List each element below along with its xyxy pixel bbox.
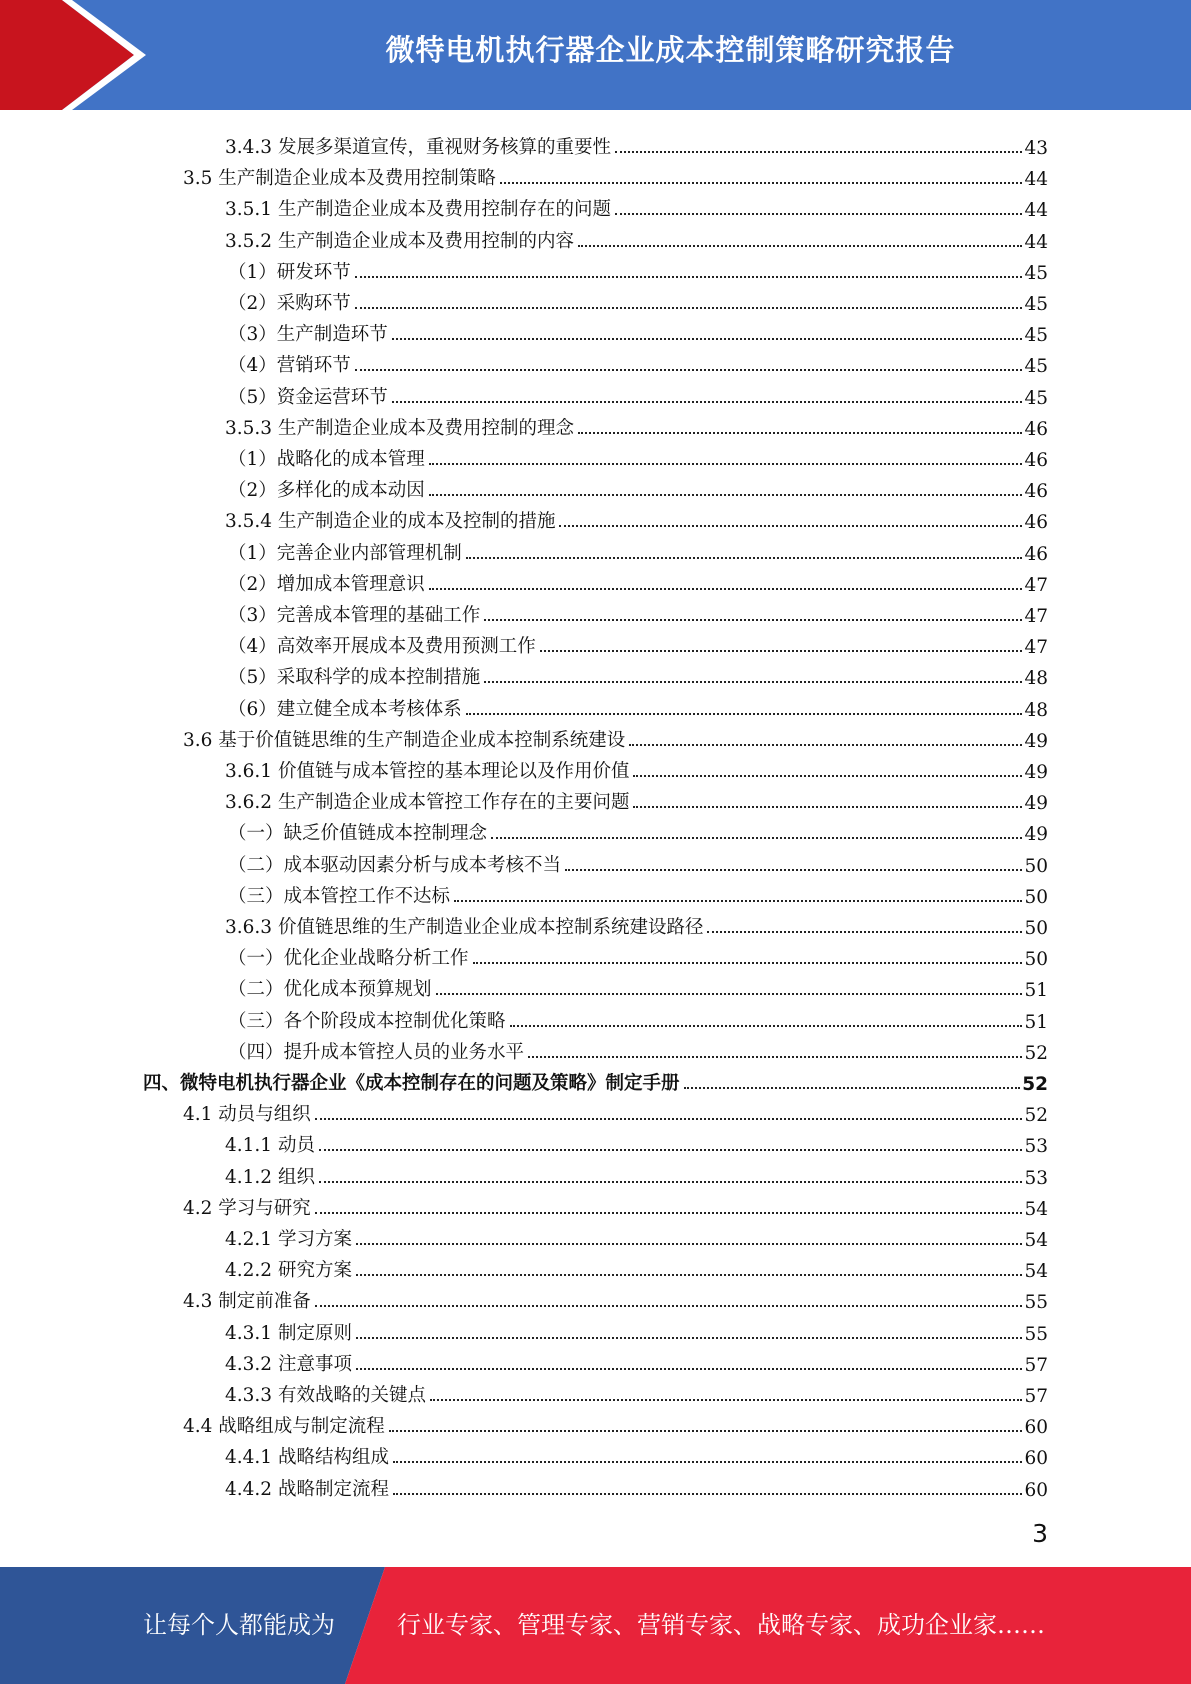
toc-dot-leader [540, 650, 1023, 652]
toc-entry-label: 4.3.1 制定原则 [225, 1322, 352, 1344]
toc-entry-page: 52 [1024, 1042, 1048, 1064]
toc-entry[interactable] [225, 1470, 1048, 1501]
toc-entry-label: （2）多样化的成本动因 [228, 480, 425, 502]
toc-entry-page: 57 [1024, 1354, 1048, 1376]
toc-entry-page: 48 [1024, 668, 1048, 690]
toc-entry[interactable] [225, 1438, 1048, 1469]
toc-entry-page: 52 [1024, 1105, 1048, 1127]
toc-entry-label: 3.5.1 生产制造企业成本及费用控制存在的问题 [225, 199, 611, 221]
toc-entry[interactable] [225, 1220, 1048, 1251]
toc-dot-leader [393, 1493, 1022, 1495]
toc-entry-label: 3.5.3 生产制造企业成本及费用控制的理念 [225, 417, 574, 439]
toc-entry-label: 4.3 制定前准备 [183, 1291, 311, 1313]
toc-dot-leader [629, 744, 1022, 746]
toc-entry-label: （一）缺乏价值链成本控制理念 [228, 823, 488, 845]
toc-entry-page: 50 [1024, 918, 1048, 939]
toc-entry-page: 55 [1024, 1323, 1048, 1345]
toc-entry-label: 4.4 战略组成与制定流程 [183, 1416, 385, 1438]
toc-dot-leader [466, 557, 1023, 559]
toc-entry[interactable] [225, 1376, 1048, 1407]
toc-entry[interactable] [225, 1158, 1048, 1189]
page-number: 3 [1032, 1519, 1048, 1548]
toc-entry[interactable] [183, 1407, 1048, 1438]
toc-entry-page: 48 [1024, 699, 1048, 721]
toc-entry-page: 47 [1024, 574, 1048, 596]
toc-dot-leader [429, 494, 1023, 496]
toc-entry-label: 4.3.3 有效战略的关键点 [225, 1385, 426, 1406]
toc-entry-label: （4）营销环节 [228, 355, 351, 377]
toc-entry[interactable] [228, 1002, 1048, 1033]
toc-entry-page: 55 [1024, 1292, 1048, 1314]
toc-entry-label: 3.4.3 发展多渠道宣传，重视财务核算的重要性 [225, 137, 611, 158]
toc-entry-label: （二）成本驱动因素分析与成本考核不当 [228, 854, 562, 876]
toc-entry[interactable] [225, 1251, 1048, 1282]
toc-entry[interactable] [183, 1189, 1048, 1220]
toc-entry-label: 3.5.2 生产制造企业成本及费用控制的内容 [225, 230, 574, 252]
toc-entry-page: 50 [1024, 886, 1048, 908]
toc-entry-label: （2）采购环节 [228, 293, 351, 314]
toc-entry-page: 60 [1024, 1448, 1048, 1470]
toc-entry-label: 4.3.2 注意事项 [225, 1353, 352, 1375]
toc-entry-label: 四、微特电机执行器企业《成本控制存在的问题及策略》制定手册 [143, 1073, 680, 1094]
toc-entry-label: （1）战略化的成本管理 [228, 449, 425, 470]
toc-dot-leader [356, 1274, 1023, 1276]
toc-entry-label: 4.1.2 组织 [225, 1166, 315, 1188]
toc-entry[interactable] [228, 939, 1048, 970]
toc-dot-leader [356, 1337, 1023, 1339]
toc-entry-label: 3.6 基于价值链思维的生产制造企业成本控制系统建设 [183, 729, 626, 751]
toc-entry[interactable] [225, 190, 1048, 221]
toc-entry-page: 60 [1024, 1417, 1048, 1439]
toc-entry-page: 49 [1024, 730, 1048, 752]
toc-dot-leader [466, 713, 1023, 715]
toc-entry-page: 44 [1024, 169, 1048, 191]
toc-dot-leader [319, 1149, 1023, 1151]
report-title: 微特电机执行器企业成本控制策略研究报告 [385, 33, 956, 67]
toc-dot-leader [392, 338, 1023, 340]
toc-entry-page: 60 [1024, 1479, 1048, 1501]
toc-entry-page: 54 [1024, 1261, 1048, 1283]
toc-entry[interactable] [228, 315, 1048, 346]
toc-entry[interactable] [225, 1345, 1048, 1376]
toc-entry-label: （三）各个阶段成本控制优化策略 [228, 1010, 506, 1032]
toc-entry[interactable] [228, 846, 1048, 877]
toc-entry[interactable] [225, 752, 1048, 783]
toc-entry-label: （4）高效率开展成本及费用预测工作 [228, 636, 536, 658]
toc-entry-label: 3.6.3 价值链思维的生产制造业企业成本控制系统建设路径 [225, 917, 704, 938]
toc-entry[interactable] [225, 409, 1048, 440]
toc-dot-leader [430, 1399, 1022, 1401]
toc-entry-page: 45 [1024, 294, 1048, 315]
toc-dot-leader [389, 1430, 1023, 1432]
toc-dot-leader [615, 213, 1022, 215]
footer-slogan-left: 让每个人都能成为 [143, 1611, 335, 1639]
page-footer [0, 1567, 1191, 1684]
toc-entry[interactable] [228, 970, 1048, 1001]
toc-dot-leader [615, 151, 1022, 153]
toc-entry[interactable] [225, 908, 1048, 939]
toc-dot-leader [392, 401, 1023, 403]
toc-entry[interactable] [228, 690, 1048, 721]
toc-dot-leader [355, 369, 1023, 371]
toc-entry[interactable] [225, 1314, 1048, 1345]
toc-entry-label: （5）资金运营环节 [228, 386, 388, 408]
toc-entry[interactable] [228, 814, 1048, 845]
toc-entry[interactable] [228, 596, 1048, 627]
toc-entry-page: 54 [1024, 1230, 1048, 1251]
toc-entry[interactable] [228, 658, 1048, 689]
toc-entry[interactable] [183, 1095, 1048, 1126]
toc-entry-page: 47 [1024, 637, 1048, 659]
toc-entry-page: 51 [1024, 980, 1048, 1002]
toc-dot-leader [484, 681, 1022, 683]
toc-entry-label: 4.4.1 战略结构组成 [225, 1447, 389, 1469]
toc-entry[interactable] [228, 440, 1048, 471]
toc-entry[interactable] [228, 471, 1048, 502]
toc-entry-page: 46 [1024, 418, 1048, 440]
toc-dot-leader [315, 1118, 1023, 1120]
toc-entry-label: （3）完善成本管理的基础工作 [228, 605, 481, 626]
toc-dot-leader [319, 1181, 1023, 1183]
toc-entry-page: 57 [1024, 1386, 1048, 1407]
toc-dot-leader [578, 432, 1022, 434]
toc-dot-leader [454, 900, 1022, 902]
toc-dot-leader [473, 962, 1023, 964]
toc-dot-leader [559, 525, 1022, 527]
toc-entry-page: 44 [1024, 231, 1048, 253]
toc-entry[interactable] [183, 1282, 1048, 1313]
toc-entry[interactable] [228, 253, 1048, 284]
toc-entry-page: 49 [1024, 793, 1048, 815]
toc-entry-page: 52 [1022, 1074, 1048, 1095]
toc-entry-label: 4.2.1 学习方案 [225, 1229, 352, 1250]
toc-dot-leader [356, 1368, 1023, 1370]
toc-entry-page: 50 [1024, 855, 1048, 877]
toc-entry-label: 4.4.2 战略制定流程 [225, 1478, 389, 1500]
toc-entry-page: 46 [1024, 481, 1048, 503]
toc-entry-label: 4.1 动员与组织 [183, 1104, 311, 1126]
toc-dot-leader [491, 837, 1022, 839]
toc-entry-page: 45 [1024, 325, 1048, 347]
toc-entry-page: 53 [1024, 1167, 1048, 1189]
toc-entry[interactable] [228, 877, 1048, 908]
toc-dot-leader [436, 993, 1023, 995]
toc-entry-label: （1）完善企业内部管理机制 [228, 542, 462, 564]
toc-entry-label: 3.5 生产制造企业成本及费用控制策略 [183, 168, 496, 190]
toc-dot-leader [315, 1212, 1023, 1214]
toc-dot-leader [633, 775, 1022, 777]
toc-entry[interactable] [225, 502, 1048, 533]
toc-entry-page: 54 [1024, 1198, 1048, 1220]
header-chevron-decoration [0, 0, 160, 110]
toc-dot-leader [565, 869, 1022, 871]
toc-entry-label: 3.6.2 生产制造企业成本管控工作存在的主要问题 [225, 792, 630, 814]
toc-entry[interactable] [228, 534, 1048, 565]
toc-dot-leader [528, 1056, 1022, 1058]
toc-entry-page: 49 [1024, 824, 1048, 846]
toc-entry-page: 43 [1024, 138, 1048, 159]
toc-entry[interactable] [228, 378, 1048, 409]
toc-entry[interactable] [228, 1033, 1048, 1064]
toc-entry[interactable] [225, 1126, 1048, 1157]
toc-dot-leader [578, 245, 1022, 247]
toc-entry-page: 46 [1024, 450, 1048, 471]
toc-entry-label: 3.5.4 生产制造企业的成本及控制的措施 [225, 511, 556, 533]
toc-dot-leader [393, 1461, 1022, 1463]
toc-entry[interactable] [228, 346, 1048, 377]
page-header [0, 0, 1191, 110]
toc-entry[interactable] [183, 159, 1048, 190]
toc-dot-leader [510, 1025, 1023, 1027]
toc-entry-page: 50 [1024, 949, 1048, 971]
toc-dot-leader [484, 619, 1022, 621]
toc-entry[interactable] [228, 284, 1048, 315]
toc-entry[interactable] [225, 222, 1048, 253]
toc-entry-label: 4.1.1 动员 [225, 1135, 315, 1157]
toc-entry-page: 47 [1024, 606, 1048, 627]
toc-entry-label: （四）提升成本管控人员的业务水平 [228, 1041, 525, 1063]
toc-dot-leader [633, 806, 1022, 808]
toc-entry-page: 45 [1024, 262, 1048, 284]
toc-dot-leader [355, 307, 1023, 309]
toc-entry-page: 45 [1024, 387, 1048, 409]
toc-entry[interactable] [228, 565, 1048, 596]
toc-dot-leader [429, 463, 1023, 465]
toc-entry[interactable] [183, 721, 1048, 752]
toc-entry-label: （3）生产制造环节 [228, 324, 388, 346]
toc-entry-label: （2）增加成本管理意识 [228, 573, 425, 595]
toc-dot-leader [429, 588, 1023, 590]
toc-entry[interactable] [143, 1064, 1048, 1095]
toc-entry-label: （一）优化企业战略分析工作 [228, 948, 469, 970]
toc-entry-label: （5）采取科学的成本控制措施 [228, 667, 481, 689]
toc-entry[interactable] [225, 128, 1048, 159]
toc-entry-label: 4.2 学习与研究 [183, 1197, 311, 1219]
toc-dot-leader [684, 1087, 1021, 1089]
toc-dot-leader [707, 931, 1022, 933]
toc-entry-label: 3.6.1 价值链与成本管控的基本理论以及作用价值 [225, 761, 630, 782]
toc-dot-leader [500, 182, 1023, 184]
toc-dot-leader [355, 276, 1023, 278]
toc-entry-label: （1）研发环节 [228, 261, 351, 283]
toc-entry-label: （二）优化成本预算规划 [228, 979, 432, 1001]
toc-entry-label: 4.2.2 研究方案 [225, 1260, 352, 1282]
toc-entry-page: 44 [1024, 200, 1048, 222]
toc-dot-leader [356, 1243, 1023, 1245]
toc-entry-page: 46 [1024, 512, 1048, 534]
toc-entry-page: 45 [1024, 356, 1048, 378]
toc-dot-leader [315, 1305, 1023, 1307]
toc-entry-page: 49 [1024, 762, 1048, 783]
toc-entry-label: （6）建立健全成本考核体系 [228, 698, 462, 720]
toc-entry-page: 46 [1024, 543, 1048, 565]
footer-slogan-right: 行业专家、管理专家、营销专家、战略专家、成功企业家…… [397, 1611, 1045, 1639]
toc-entry-label: （三）成本管控工作不达标 [228, 885, 451, 907]
toc-entry-page: 53 [1024, 1136, 1048, 1158]
toc-entry[interactable] [225, 783, 1048, 814]
toc-entry-page: 51 [1024, 1011, 1048, 1033]
toc-entry[interactable] [228, 627, 1048, 658]
